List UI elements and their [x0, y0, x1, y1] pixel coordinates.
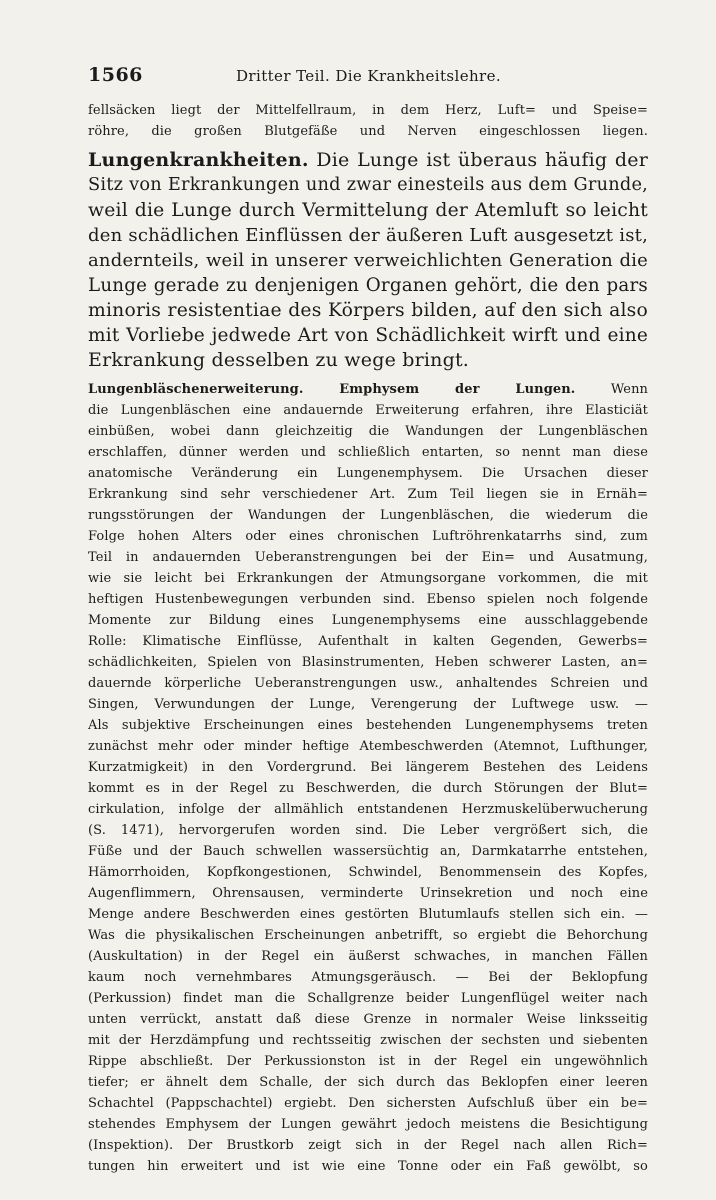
text-line: Füße und der Bauch schwellen wassersüchtig an, Darmkatarrhe entstehen,	[88, 844, 648, 859]
section-first-line	[88, 148, 648, 173]
text-line: Kurzatmigkeit) in den Vordergrund. Bei längerem Bestehen des Leidens	[88, 760, 648, 775]
section-first-line-text: Die Lunge ist überaus häufig der	[316, 149, 648, 171]
text-line: Singen, Verwundungen der Lunge, Verengerung der Luftwege usw. —	[88, 697, 648, 712]
text-line: andernteils, weil in unserer verweichlichten Generation die	[88, 250, 648, 271]
text-line: (Inspektion). Der Brustkorb zeigt sich in der Regel nach allen Rich=	[88, 1138, 648, 1153]
text-line: anatomische Veränderung ein Lungenemphysem. Die Ursachen dieser	[88, 466, 648, 481]
text-line: Erkrankung desselben zu wege bringt.	[88, 349, 470, 371]
text-line: Teil in andauernden Ueberanstrengungen bei der Ein= und Ausatmung,	[88, 550, 648, 565]
text-line: mit Vorliebe jedwede Art von Schädlichkeit wirft und eine	[88, 325, 648, 346]
text-line: röhre, die großen Blutgefäße und Nerven eingeschlossen liegen.	[88, 124, 648, 139]
text-line: mit der Herzdämpfung und rechtsseitig zwischen der sechsten und siebenten	[88, 1033, 648, 1048]
text-line: Als subjektive Erscheinungen eines bestehenden Lungenemphysems treten	[88, 718, 648, 733]
text-line: Lunge gerade zu denjenigen Organen gehört, die den pars	[88, 275, 648, 296]
text-line: cirkulation, infolge der allmählich entstandenen Herzmuskelüberwucherung	[88, 802, 648, 817]
text-line: Augenflimmern, Ohrensausen, verminderte Urinsekretion und noch eine	[88, 886, 648, 901]
text-line: kaum noch vernehmbares Atmungsgeräusch. — Bei der Beklopfung	[88, 970, 648, 985]
text-line: Rippe abschließt. Der Perkussionston ist in der Regel ein ungewöhnlich	[88, 1054, 648, 1069]
text-line: den schädlichen Einflüssen der äußeren Luft ausgesetzt ist,	[88, 225, 648, 246]
section-first-line-text: Wenn	[610, 382, 648, 397]
section-heading: Lungenkrankheiten.	[88, 149, 309, 171]
text-line: Folge hohen Alters oder eines chronischen Luftröhrenkatarrhs sind, zum	[88, 529, 648, 544]
text-line: fellsäcken liegt der Mittelfellraum, in dem Herz, Luft= und Speise=	[88, 103, 648, 118]
text-line: Menge andere Beschwerden eines gestörten Blutumlaufs stellen sich ein. —	[88, 907, 648, 922]
body-text	[88, 100, 648, 1177]
section-lungenkrankheiten	[88, 148, 648, 373]
text-line: Sitz von Erkrankungen und zwar einesteils aus dem Grunde,	[88, 175, 648, 195]
text-line: kommt es in der Regel zu Beschwerden, die durch Störungen der Blut=	[88, 781, 648, 796]
text-line: dauernde körperliche Ueberanstrengungen usw., anhaltendes Schreien und	[88, 676, 648, 691]
text-line: unten verrückt, anstatt daß diese Grenze in normaler Weise linksseitig	[88, 1012, 648, 1027]
text-line: rungsstörungen der Wandungen der Lungenbläschen, die wiederum die	[88, 508, 648, 523]
text-line: wie sie leicht bei Erkrankungen der Atmungsorgane vorkommen, die mit	[88, 571, 648, 586]
text-line: tungen hin erweitert und ist wie eine Tonne oder ein Faß gewölbt, so	[88, 1159, 648, 1174]
text-line: minoris resistentiae des Körpers bilden, auf den sich also	[88, 300, 648, 321]
intro-paragraph	[88, 100, 648, 142]
page-number: 1566	[88, 64, 143, 86]
section-heading: Lungenbläschenerweiterung. Emphysem der Lungen.	[88, 382, 576, 397]
text-line: (Auskultation) in der Regel ein äußerst schwaches, in manchen Fällen	[88, 949, 648, 964]
page-header	[88, 64, 648, 88]
text-line: Hämorrhoiden, Kopfkongestionen, Schwindel, Benommensein des Kopfes,	[88, 865, 648, 880]
text-line: einbüßen, wobei dann gleichzeitig die Wandungen der Lungenbläschen	[88, 424, 648, 439]
text-line: Schachtel (Pappschachtel) ergiebt. Den sichersten Aufschluß über ein be=	[88, 1096, 648, 1111]
text-line: schädlichkeiten, Spielen von Blasinstrumenten, Heben schwerer Lasten, an=	[88, 655, 648, 670]
text-line: (S. 1471), hervorgerufen worden sind. Die Leber vergrößert sich, die	[88, 823, 648, 838]
text-line: Erkrankung sind sehr verschiedener Art. Zum Teil liegen sie in Ernäh=	[88, 487, 648, 502]
text-line: stehendes Emphysem der Lungen gewährt jedoch meistens die Besichtigung	[88, 1117, 648, 1132]
section-first-line	[88, 379, 648, 400]
text-line: weil die Lunge durch Vermittelung der Atemluft so leicht	[88, 200, 648, 221]
running-title: Dritter Teil. Die Krankheitslehre.	[236, 67, 502, 85]
section-emphysem	[88, 379, 648, 1177]
text-line: die Lungenbläschen eine andauernde Erweiterung erfahren, ihre Elasticiät	[88, 403, 648, 418]
text-line: tiefer; er ähnelt dem Schalle, der sich durch das Beklopfen einer leeren	[88, 1075, 648, 1090]
text-line: erschlaffen, dünner werden und schließlich entarten, so nennt man diese	[88, 445, 648, 460]
text-line: zunächst mehr oder minder heftige Atembeschwerden (Atemnot, Lufthunger,	[88, 739, 648, 754]
text-line: Was die physikalischen Erscheinungen anbetrifft, so ergiebt die Behorchung	[88, 928, 648, 943]
text-line: Momente zur Bildung eines Lungenemphysems eine ausschlaggebende	[88, 613, 648, 628]
text-line: heftigen Hustenbewegungen verbunden sind. Ebenso spielen noch folgende	[88, 592, 648, 607]
text-line: Rolle: Klimatische Einflüsse, Aufenthalt in kalten Gegenden, Gewerbs=	[88, 634, 648, 649]
text-line: (Perkussion) findet man die Schallgrenze beider Lungenflügel weiter nach	[88, 991, 648, 1006]
